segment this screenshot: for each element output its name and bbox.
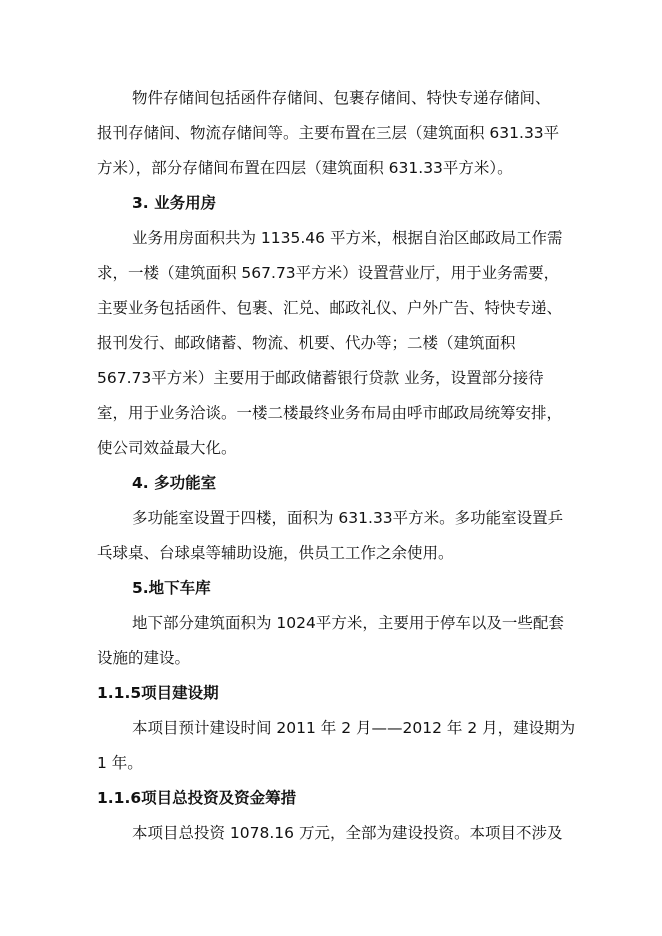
para2-line7: 使公司效益最大化。 [97, 439, 237, 457]
para2-line6: 室，用于业务洽谈。一楼二楼最终业务布局由呼市邮政局统筹安排， [97, 404, 563, 422]
para1-line2: 报刊存储间、物流存储间等。主要布置在三层（建筑面积 631.33平 [97, 124, 560, 142]
para1-line1: 物件存储间包括函件存储间、包裹存储间、特快专递存储间、 [132, 89, 551, 107]
para2-line2: 求，一楼（建筑面积 567.73平方米）设置营业厅，用于业务需要， [97, 264, 560, 282]
heading-business-rooms: 3. 业务用房 [132, 194, 217, 212]
section-investment-financing: 1.1.6项目总投资及资金筹措 [97, 789, 297, 807]
para3-line1: 多功能室设置于四楼，面积为 631.33平方米。多功能室设置乒 [132, 509, 564, 527]
para2-line5: 567.73平方米）主要用于邮政储蓄银行贷款 业务，设置部分接待 [97, 369, 544, 387]
para2-line3: 主要业务包括函件、包裹、汇兑、邮政礼仪、户外广告、特快专递、 [97, 299, 563, 317]
para2-line4: 报刊发行、邮政储蓄、物流、机要、代办等；二楼（建筑面积 [97, 334, 516, 352]
para5-line1: 本项目预计建设时间 2011 年 2 月——2012 年 2 月，建设期为 [132, 719, 576, 737]
para1-line3: 方米），部分存储间布置在四层（建筑面积 631.33平方米）。 [97, 159, 513, 177]
heading-multifunction-room: 4. 多功能室 [132, 474, 217, 492]
para6-line1: 本项目总投资 1078.16 万元，全部为建设投资。本项目不涉及 [132, 824, 563, 842]
section-construction-period: 1.1.5项目建设期 [97, 684, 219, 702]
para3-line2: 乓球桌、台球桌等辅助设施，供员工工作之余使用。 [97, 544, 454, 562]
para5-line2: 1 年。 [97, 754, 143, 772]
para2-line1: 业务用房面积共为 1135.46 平方米，根据自治区邮政局工作需 [132, 229, 563, 247]
para4-line1: 地下部分建筑面积为 1024平方米，主要用于停车以及一些配套 [132, 614, 564, 632]
heading-underground-garage: 5.地下车库 [132, 579, 211, 597]
para4-line2: 设施的建设。 [97, 649, 191, 667]
